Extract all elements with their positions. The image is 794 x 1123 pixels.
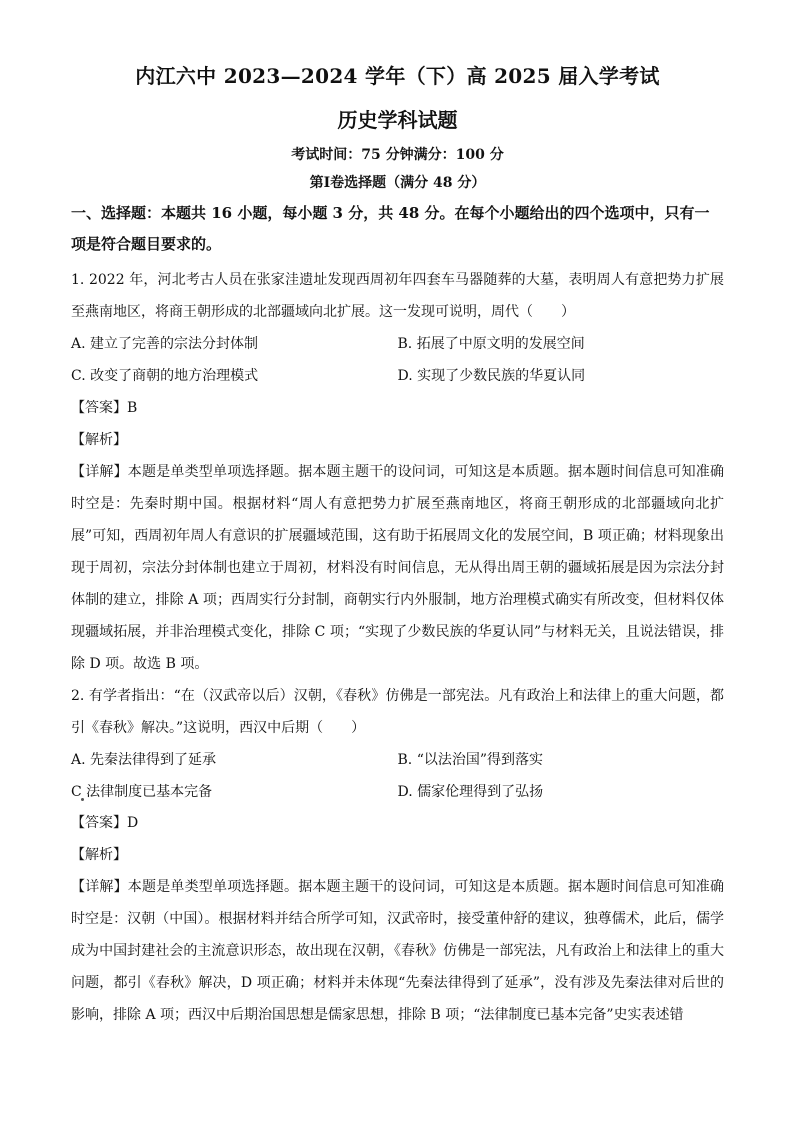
analysis-label: 【解析】 [71, 847, 127, 863]
question-2-options [71, 744, 724, 808]
option-c: C. 改变了商朝的地方治理模式 [71, 368, 259, 384]
option-c: C 法律制度已基本完备 [71, 784, 213, 800]
question-1-stem: 1. 2022 年，河北考古人员在张家洼遗址发现西周初年四套车马器随葬的大墓，表明周人有意把势力扩展至燕南地区，将商王朝形成的北部疆域向北扩展。这一发现可说明，周代（ ） [71, 272, 724, 320]
option-b: B. “以法治国”得到落实 [397, 752, 544, 768]
volume-heading: 第Ⅰ卷选择题（满分 48 分） [309, 175, 486, 191]
detail-explanation: 【详解】本题是单类型单项选择题。据本题主题干的设问词，可知这是本质题。据本题时间信息可知准确时空是：汉朝（中国）。根据材料并结合所学可知，汉武帝时，接受董仲舒的建议，独尊儒术，此后，儒学成为中国封建社会的主流意识形态，故出现在汉朝，《春秋》仿佛是一部宪法，凡有政治上和法律上的重大问题，都引《春秋》解决，D 项正确；材料并未体现“先秦法律得到了延承”，没有涉及先秦法律对后世的影响，排除 A 项；西汉中后期治国思想是儒家思想，排除 B 项；“法律制度已基本完备”史实表述错 [71, 879, 724, 1023]
question-2 [71, 680, 724, 1031]
option-a: A. 先秦法律得到了延承 [71, 752, 217, 768]
analysis-label: 【解析】 [71, 432, 127, 448]
question-1-options [71, 328, 724, 392]
question-1 [71, 264, 724, 680]
answer-label: 【答案】B [71, 400, 138, 416]
question-2-stem: 2. 有学者指出：“在（汉武帝以后）汉朝，《春秋》仿佛是一部宪法。凡有政治上和法律上的重大问题，都引《春秋》解决。”这说明，西汉中后期（ ） [71, 688, 724, 736]
answer-label: 【答案】D [71, 815, 139, 831]
option-b: B. 拓展了中原文明的发展空间 [397, 336, 585, 352]
exam-title: 内江六中 2023—2024 学年（下）高 2025 届入学考试 [135, 64, 660, 88]
detail-explanation: 【详解】本题是单类型单项选择题。据本题主题干的设问词，可知这是本质题。据本题时间信息可知准确时空是：先秦时期中国。根据材料“周人有意把势力扩展至燕南地区，将商王朝形成的北部疆域向北扩展”可知，西周初年周人有意识的扩展疆域范围，这有助于拓展周文化的发展空间，B 项正确；材料现象出现于周初，宗法分封体制也建立于周初，材料没有时间信息，无从得出周王朝的疆域拓展是因为宗法分封体制的建立，排除 A 项；西周实行分封制，商朝实行内外服制，地方治理模式确实有所改变，但材料仅体现疆域拓展，并非治理模式变化，排除 C 项；“实现了少数民族的华夏认同”与材料无关，且说法错误，排除 D 项。故选 B 项。 [71, 464, 724, 672]
option-a: A. 建立了完善的宗法分封体制 [71, 336, 259, 352]
option-d: D. 实现了少数民族的华夏认同 [397, 368, 586, 384]
exam-time-info: 考试时间：75 分钟满分：100 分 [291, 147, 504, 163]
section-heading: 一、选择题：本题共 16 小题，每小题 3 分，共 48 分。在每个小题给出的四个选项中，只有一项是符合题目要求的。 [71, 204, 710, 253]
option-d: D. 儒家伦理得到了弘扬 [397, 784, 544, 800]
subject-title: 历史学科试题 [337, 108, 458, 132]
